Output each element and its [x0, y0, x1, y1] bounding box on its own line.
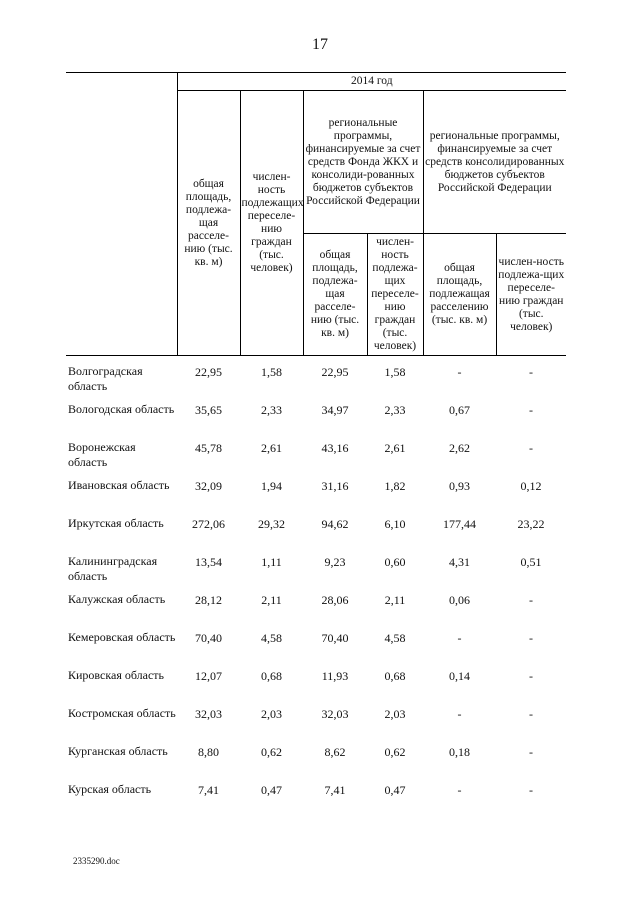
value-cell: 45,78	[195, 441, 222, 455]
value-cell: 1,11	[261, 555, 282, 569]
value-cell: 70,40	[195, 631, 222, 645]
page-number: 17	[312, 36, 328, 53]
value-cell: 0,62	[384, 745, 406, 759]
value-cell: 0,12	[520, 479, 542, 493]
value-cell: 272,06	[192, 517, 225, 531]
footer-doc-name: 2335290.doc	[73, 856, 120, 866]
region-name-cell: Кировская область	[68, 668, 165, 682]
table-body	[66, 356, 566, 821]
value-cell: 22,95	[321, 365, 349, 379]
value-cell: 43,16	[321, 441, 349, 455]
value-cell: 2,11	[384, 593, 406, 607]
table-header	[66, 73, 566, 356]
value-cell: 4,31	[449, 555, 470, 569]
value-cell: 0,47	[261, 783, 282, 797]
value-cell: 2,33	[261, 403, 282, 417]
value-cell: -	[529, 707, 533, 721]
value-cell: 0,67	[449, 403, 470, 417]
region-name-cell: Калужская область	[68, 592, 166, 606]
value-cell: 22,95	[195, 365, 222, 379]
region-name-cell: Курская область	[68, 782, 152, 796]
value-cell: 7,41	[198, 783, 219, 797]
value-cell: 2,33	[384, 403, 406, 417]
col-total-people-header: числен-ность подлежащих переселе-нию граждан (тыс. человек)	[240, 91, 303, 356]
value-cell: -	[457, 631, 462, 645]
value-cell: 94,62	[321, 517, 349, 531]
table-row	[66, 592, 566, 630]
region-name-cell: Воронежская область	[68, 440, 136, 469]
value-cell: 23,22	[517, 517, 545, 531]
value-cell: 11,93	[321, 669, 349, 683]
value-cell: 34,97	[321, 403, 349, 417]
table-row	[66, 554, 566, 592]
value-cell: 0,68	[261, 669, 282, 683]
value-cell: 0,62	[261, 745, 282, 759]
value-cell: 7,41	[324, 783, 346, 797]
region-name-cell: Костромская область	[68, 706, 176, 720]
stub-header-cell	[66, 73, 177, 356]
group1-header: региональные программы, финансируемые за счет средств Фонда ЖКХ и консолиди-рованных бюджетов субъектов Российской Федерации	[303, 91, 423, 234]
group2-header: региональные программы, финансируемые за счет средств консолидированных бюджетов субъектов Российской Федерации	[423, 91, 566, 234]
value-cell: 13,54	[195, 555, 222, 569]
value-cell: -	[457, 783, 462, 797]
value-cell: -	[529, 593, 533, 607]
value-cell: 32,03	[321, 707, 349, 721]
value-cell: 35,65	[195, 403, 222, 417]
region-name-cell: Калининградская область	[68, 554, 158, 583]
value-cell: 9,23	[324, 555, 346, 569]
value-cell: 6,10	[384, 517, 406, 531]
col-total-area-header: общая площадь, подлежа-щая расселе-нию (тыс. кв. м)	[177, 91, 240, 356]
g1-area-header: общая площадь, подлежа-щая расселе-нию (тыс. кв. м)	[303, 234, 367, 356]
value-cell: 0,60	[384, 555, 406, 569]
region-name-cell: Иркутская область	[68, 516, 164, 530]
value-cell: 32,09	[195, 479, 222, 493]
value-cell: 4,58	[384, 631, 406, 645]
value-cell: 2,11	[261, 593, 282, 607]
table-row	[66, 516, 566, 554]
region-name-cell: Ивановская область	[68, 478, 170, 492]
g1-people-header: числен-ность подлежа-щих переселе-нию граждан (тыс. человек)	[367, 234, 423, 356]
year-header: 2014 год	[177, 73, 566, 91]
value-cell: -	[529, 403, 533, 417]
value-cell: 2,61	[261, 441, 282, 455]
value-cell: 2,03	[261, 707, 282, 721]
value-cell: -	[529, 365, 533, 379]
table-row	[66, 630, 566, 668]
table-row	[66, 744, 566, 782]
value-cell: 0,47	[384, 783, 406, 797]
region-name-cell: Волгоградская область	[68, 364, 143, 393]
value-cell: 0,93	[449, 479, 470, 493]
value-cell: 4,58	[261, 631, 282, 645]
value-cell: 0,14	[449, 669, 470, 683]
value-cell: 1,58	[261, 365, 282, 379]
region-name-cell: Кемеровская область	[68, 630, 176, 644]
region-name-cell: Вологодская область	[68, 402, 175, 416]
value-cell: -	[529, 441, 533, 455]
value-cell: 70,40	[321, 631, 349, 645]
table-row	[66, 356, 566, 403]
table-row	[66, 402, 566, 440]
housing-table	[66, 72, 566, 820]
table-row	[66, 478, 566, 516]
value-cell: -	[529, 745, 533, 759]
value-cell: 0,51	[520, 555, 542, 569]
g2-area-header: общая площадь, подлежащая расселению (тыс. кв. м)	[423, 234, 496, 356]
value-cell: 2,62	[449, 441, 470, 455]
table-row	[66, 782, 566, 820]
value-cell: 8,80	[198, 745, 219, 759]
value-cell: 1,58	[384, 365, 406, 379]
value-cell: -	[457, 707, 462, 721]
value-cell: 177,44	[443, 517, 476, 531]
value-cell: 0,68	[384, 669, 406, 683]
value-cell: -	[457, 365, 462, 379]
value-cell: 1,94	[261, 479, 282, 493]
table-row	[66, 706, 566, 744]
value-cell: 2,03	[384, 707, 406, 721]
value-cell: 2,61	[384, 441, 406, 455]
value-cell: 0,06	[449, 593, 470, 607]
table-row	[66, 668, 566, 706]
value-cell: -	[529, 783, 533, 797]
value-cell: -	[529, 669, 533, 683]
value-cell: 29,32	[258, 517, 285, 531]
value-cell: 31,16	[321, 479, 349, 493]
value-cell: 28,12	[195, 593, 222, 607]
table-row	[66, 440, 566, 478]
value-cell: 0,18	[449, 745, 470, 759]
g2-people-header: числен-ность подлежа-щих переселе-нию граждан (тыс. человек)	[496, 234, 566, 356]
value-cell: 1,82	[384, 479, 406, 493]
value-cell: 12,07	[195, 669, 222, 683]
value-cell: 8,62	[324, 745, 346, 759]
region-name-cell: Курганская область	[68, 744, 168, 758]
value-cell: -	[529, 631, 533, 645]
value-cell: 32,03	[195, 707, 222, 721]
value-cell: 28,06	[321, 593, 349, 607]
